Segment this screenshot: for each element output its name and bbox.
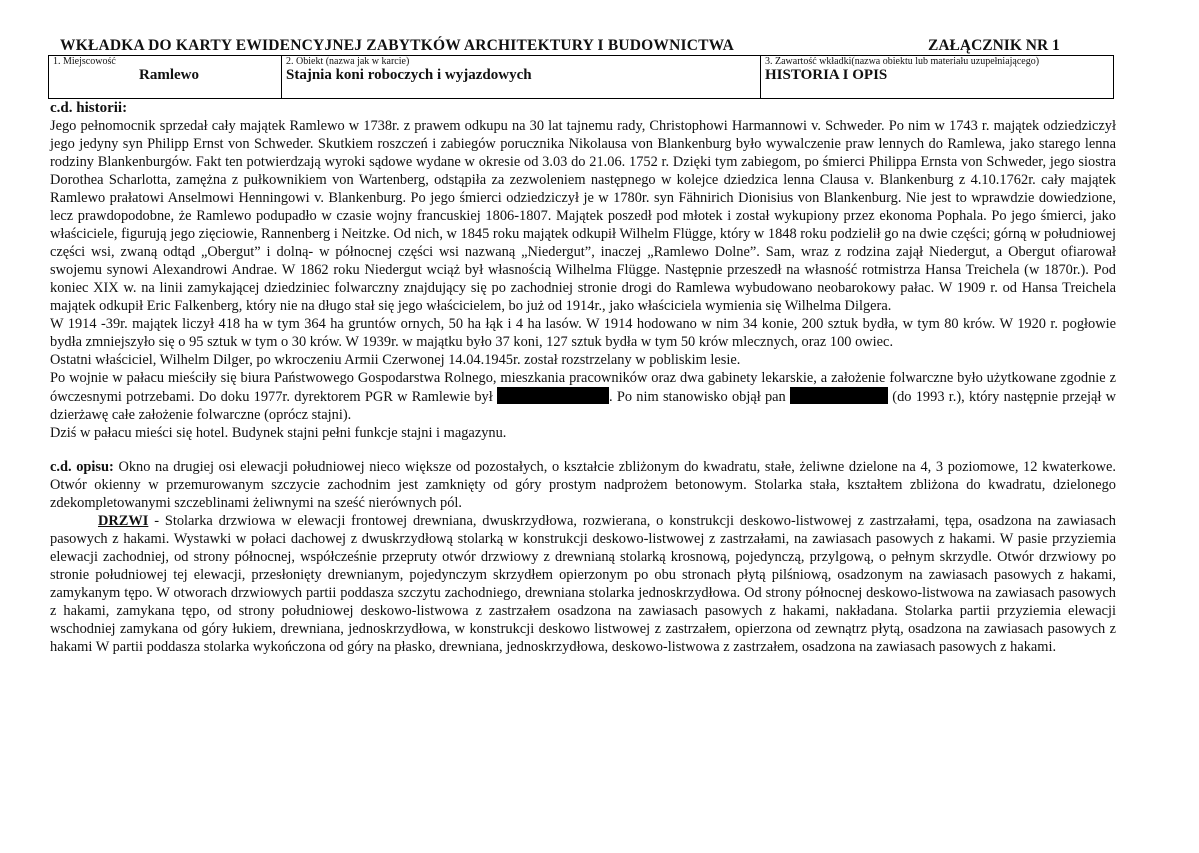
description-paragraph <box>50 458 1116 512</box>
field-locality <box>49 56 282 99</box>
description-paragraph <box>50 512 1116 656</box>
field-object <box>282 56 761 99</box>
history-paragraph: Ostatni właściciel, Wilhelm Dilger, po wkroczeniu Armii Czerwonej 14.04.1945r. został rozstrzelany w pobliskim lesie. <box>50 352 741 368</box>
field-content <box>761 56 1114 99</box>
document-body <box>50 99 1116 656</box>
field-label: 2. Obiekt (nazwa jak w karcie) <box>286 56 410 67</box>
history-paragraph: W 1914 -39r. majątek liczył 418 ha w tym 364 ha gruntów ornych, 50 ha łąk i 4 ha lasów. W 1914 hodowano w nim 34 konie, 200 sztuk bydła, w tym 80 krów. W 1920 r. pogłowie bydła zmniejszyło się o 95 sztuk w tym o 30 krów. W 1939r. w majątku było 37 koni, 127 sztuk bydła w tym 50 krów mlecznych, oraz 100 owiec. <box>50 316 1116 350</box>
redacted-name <box>497 387 609 404</box>
field-value: Ramlewo <box>139 67 199 83</box>
history-paragraph: Dziś w pałacu mieści się hotel. Budynek stajni pełni funkcje stajni i magazynu. <box>50 425 507 441</box>
history-text: (do 1993 r.), który następnie przejął w dzierżawę całe założenie folwarczne (oprócz stajni). <box>50 389 1117 423</box>
description-text: Okno na drugiej osi elewacji południowej nieco większe od pozostałych, o kształcie zbliżonym do kwadratu, stałe, żeliwne dzielone na 4, 3 poziomowe, 12 kwaterkowe. Otwór okienny w przemurowanym szczycie zachodnim jest zamknięty od góry prostym nadprożem betonowym. Stolarka stała, kształtem zbliżona do kwadratu, dzielonego zdekompletowanymi szczeblinami żeliwnymi na sześć nierównych pól. <box>50 459 1116 511</box>
history-text: . Po nim stanowisko objął pan <box>609 389 786 405</box>
description-text: - Stolarka drzwiowa w elewacji frontowej drewniana, dwuskrzydłowa, rozwierana, o konstrukcji deskowo-listwowej z zastrzałami, tępa, osadzona na zawiasach pasowych z hakami. Wystawki w połaci dachowej z dwuskrzydłową stolarką w konstrukcji deskowo-listwowej z zastrzałami, na zawiasach pasowych z hakami. W pasie przyziemia elewacji zachodniej, od strony północnej, współcześnie przepruty otwór drzwiowy z drewnianą stolarką krosnową, pojedynczą, przylgową, o pełnym skrzydle. Otwór drzwiowy po stronie południowej tej elewacji, przesłonięty drewnianym, pojedynczym skrzydłem opierzonym po obu stronach płytą pilśniową, osadzonym na zawiasach pasowych z hakami, zamykanym tępo. W otworach drzwiowych partii poddasza szczytu zachodniego, drewniana stolarka jednoskrzydłowa. Od strony północnej deskowo-listwowa na zawiasach pasowych z hakami, zamykana tępo, od strony południowej deskowo-listwowa z zastrzałem osadzona na zawiasach pasowych z hakami, nakładana. Stolarka partii przyziemia elewacji wschodniej zamykana od góry łukiem, drewniana, jednoskrzydłowa, w konstrukcji deskowo listwowej z zastrzałem, opierzona od zewnątrz płytą, osadzona na zawiasach pasowych z hakami W partii poddasza stolarka wykończona od góry na płasko, drewniana, jednoskrzydłowa, deskowo-listwowa z zastrzałem, osadzona na zawiasach pasowych z hakami. <box>50 513 1116 655</box>
description-heading: c.d. opisu: <box>50 459 114 475</box>
annex-number: ZAŁĄCZNIK NR 1 <box>928 37 1060 54</box>
history-text: Po wojnie w pałacu mieściły się biura Państwowego Gospodarstwa Rolnego, mieszkania pracowników oraz dwa gabinety lekarskie, a założenie folwarczne było użytkowane zgodnie z ówczesnymi potrzebami. Do doku 1977r. dyrektorem PGR w Ramlewie był <box>50 370 1116 405</box>
redacted-name <box>790 387 888 404</box>
field-value: Stajnia koni roboczych i wyjazdowych <box>286 67 532 83</box>
field-label: 3. Zawartość wkładki(nazwa obiektu lub materiału uzupełniającego) <box>765 56 1040 67</box>
object-info-table <box>48 55 1114 99</box>
history-heading: c.d. historii: <box>50 100 128 116</box>
doors-label: DRZWI <box>98 513 149 529</box>
document-title: WKŁADKA DO KARTY EWIDENCYJNEJ ZABYTKÓW ARCHITEKTURY I BUDOWNICTWA <box>60 37 735 54</box>
history-paragraph <box>50 369 1116 424</box>
history-paragraph: Jego pełnomocnik sprzedał cały majątek Ramlewo w 1738r. z prawem odkupu na 30 lat tajnemu rady, Christophowi Harmannowi v. Schweder. Po nim w 1743 r. majątek odziedziczył jego jedyny syn Philipp Ernst von Schweder. Skutkiem roszczeń i zabiegów porucznika Nikolausa von Blankenburg było wywalczenie praw lennych do Ramlewa, jako starego lenna rodziny Blankenburgów. Fakt ten potwierdzają wyroki sądowe wydane w okresie od 3.03 do 21.06. 1752 r. Dzięki tym zabiegom, po śmierci Philippa Ernsta von Schweder, jego siostra Dorothea Scharlotta, zamężna z pułkownikiem von Wartenberg, odstąpiła za zezwoleniem następnego w kolejce dziedzica lenna Clausa v. Blankenburg z 4.10.1762r. cały majątek Ramlewo prałatowi Anselmowi Henningowi v. Blankenburg. Po jego śmierci odziedziczył je w 1780r. syn Fähnirich Dionisius von Blankenburg. Nie jest to wprawdzie dowiedzione, lecz prawdopodobne, że Ramlewo podupadło w czasie wojny francuskiej 1806-1807. Majątek poszedł pod młotek i został wykupiony przez ekonoma Pophala. Po jego śmierci, jako właściciele, figurują jego zięciowie, Rannenberg i Neitzke. Od nich, w 1845 roku majątek odkupił Wilhelm Flügge, który w 1848 roku podzielił go na dwie części; górną w południowej części wsi, zwaną odtąd „Obergut” i dolną- w północnej części wsi nazwaną „Niedergut”, inaczej „Ramlewo Dolne”. Sam, wraz z rodzina zajął Niedergut, a Obergut ofiarował swojemu synowi Alexandrowi Andrae. W 1862 roku Niedergut wciąż był własnością Wilhelma Flügge. Następnie przeszedł na własność rotmistrza Hansa Treichela (w 1870r.). Pod koniec XIX w. na linii zamykającej dziedziniec folwarczny znajdujący się po zachodniej stronie drogi do Ramlewa wybudowano neobarokowy pałac. W 1909 r. od Hansa Treichela majątek odkupił Eric Falkenberg, który nie na długo stał się jego właścicielem, bo już od 1914r., jako właściciela wymienia się Wilhelma Dilgera. <box>50 118 1116 314</box>
field-label: 1. Miejscowość <box>53 56 116 67</box>
field-value: HISTORIA I OPIS <box>765 67 888 83</box>
